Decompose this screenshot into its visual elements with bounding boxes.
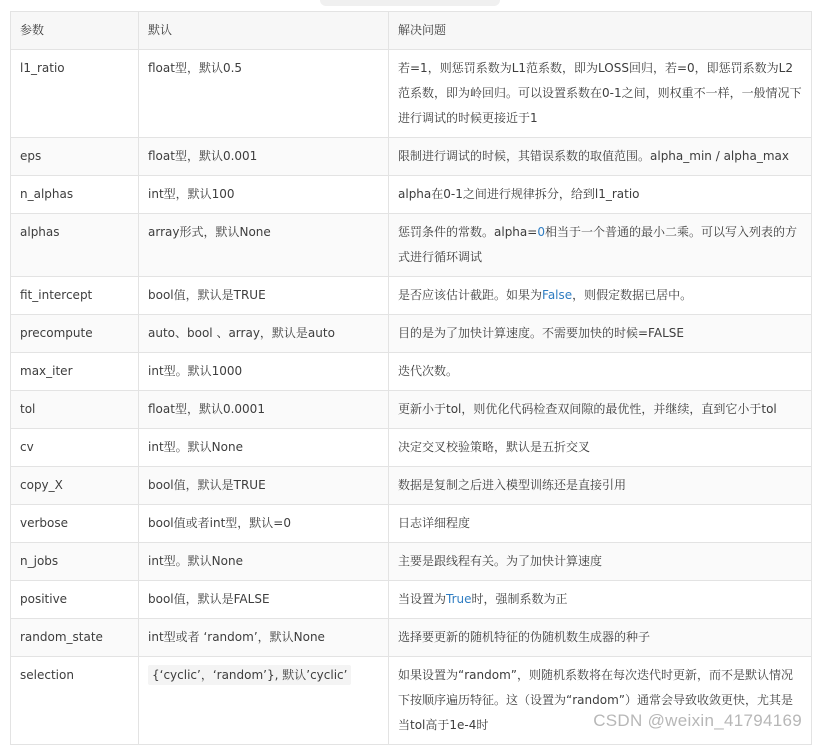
cell-default: bool值，默认是TRUE (139, 277, 389, 315)
cell-param: selection (11, 657, 139, 745)
table-row (11, 619, 812, 657)
cell-description: 数据是复制之后进入模型训练还是直接引用 (389, 467, 812, 505)
cell-description: 目的是为了加快计算速度。不需要加快的时候=FALSE (389, 315, 812, 353)
table-row (11, 581, 812, 619)
cell-param: fit_intercept (11, 277, 139, 315)
cell-default: auto、bool 、array，默认是auto (139, 315, 389, 353)
cell-description: alpha在0-1之间进行规律拆分，给到l1_ratio (389, 176, 812, 214)
cell-description: 迭代次数。 (389, 353, 812, 391)
cell-description: 如果设置为“random”，则随机系数将在每次迭代时更新，而不是默认情况下按顺序遍历特征。这（设置为“random”）通常会导致收敛更快，尤其是当tol高于1e-4时 (389, 657, 812, 745)
description-text: 是否应该估计截距。如果为 (398, 288, 543, 302)
description-text: 当设置为 (398, 592, 447, 606)
cell-description (389, 581, 812, 619)
cell-default: int型，默认100 (139, 176, 389, 214)
cell-default: int型或者 ‘random’，默认None (139, 619, 389, 657)
cell-description: 限制进行调试的时候，其错误系数的取值范围。alpha_min / alpha_max (389, 138, 812, 176)
cell-default: int型。默认None (139, 543, 389, 581)
default-value-chip: {‘cyclic’，‘random’}, 默认’cyclic’ (148, 665, 351, 685)
cell-default (139, 657, 389, 745)
cell-param: alphas (11, 214, 139, 277)
cell-param: verbose (11, 505, 139, 543)
csdn-watermark: CSDN @weixin_41794169 (593, 711, 802, 730)
table-row (11, 543, 812, 581)
description-text: 时，强制系数为正 (471, 592, 568, 606)
cell-default: float型，默认0.0001 (139, 391, 389, 429)
cell-param: cv (11, 429, 139, 467)
table-row (11, 138, 812, 176)
cell-param: copy_X (11, 467, 139, 505)
table-row (11, 467, 812, 505)
cell-description (389, 277, 812, 315)
cell-default: bool值，默认是FALSE (139, 581, 389, 619)
cell-default: int型。默认None (139, 429, 389, 467)
cell-description (389, 214, 812, 277)
header-param: 参数 (11, 12, 139, 50)
cell-param: random_state (11, 619, 139, 657)
header-description: 解决问题 (389, 12, 812, 50)
cell-param: tol (11, 391, 139, 429)
table-header-row (11, 12, 812, 50)
table-row (11, 429, 812, 467)
description-text: 相当于一个普通的最小二乘。可以写入列表的方式进行循环调试 (398, 225, 797, 264)
table-row (11, 214, 812, 277)
table-row (11, 353, 812, 391)
description-text: 惩罚条件的常数。alpha= (398, 225, 538, 239)
table-row (11, 657, 812, 745)
header-default: 默认 (139, 12, 389, 50)
cell-param: precompute (11, 315, 139, 353)
cell-param: l1_ratio (11, 50, 139, 138)
table-row (11, 315, 812, 353)
table-row (11, 505, 812, 543)
table-body (11, 50, 812, 745)
cell-description: 更新小于tol，则优化代码检查双间隙的最优性，并继续，直到它小于tol (389, 391, 812, 429)
description-text: ，则假定数据已居中。 (572, 288, 693, 302)
cell-param: max_iter (11, 353, 139, 391)
cell-default: bool值，默认是TRUE (139, 467, 389, 505)
cell-param: n_alphas (11, 176, 139, 214)
highlighted-keyword: True (446, 592, 472, 606)
cell-default: float型，默认0.001 (139, 138, 389, 176)
cell-description: 选择要更新的随机特征的伪随机数生成器的种子 (389, 619, 812, 657)
cell-description: 主要是跟线程有关。为了加快计算速度 (389, 543, 812, 581)
highlighted-keyword: 0 (537, 225, 545, 239)
parameter-table (10, 11, 812, 745)
table-row (11, 176, 812, 214)
table-row (11, 277, 812, 315)
cell-default: bool值或者int型，默认=0 (139, 505, 389, 543)
top-shadow (320, 0, 500, 6)
table-row (11, 50, 812, 138)
cell-default: array形式，默认None (139, 214, 389, 277)
cell-param: n_jobs (11, 543, 139, 581)
cell-default: float型，默认0.5 (139, 50, 389, 138)
cell-param: positive (11, 581, 139, 619)
cell-default: int型。默认1000 (139, 353, 389, 391)
cell-param: eps (11, 138, 139, 176)
cell-description: 日志详细程度 (389, 505, 812, 543)
table-row (11, 391, 812, 429)
highlighted-keyword: False (542, 288, 573, 302)
cell-description: 若=1，则惩罚系数为L1范系数，即为LOSS回归，若=0，即惩罚系数为L2范系数，即为岭回归。可以设置系数在0-1之间，则权重不一样，一般情况下进行调试的时候更接近于1 (389, 50, 812, 138)
cell-description: 决定交叉校验策略，默认是五折交叉 (389, 429, 812, 467)
